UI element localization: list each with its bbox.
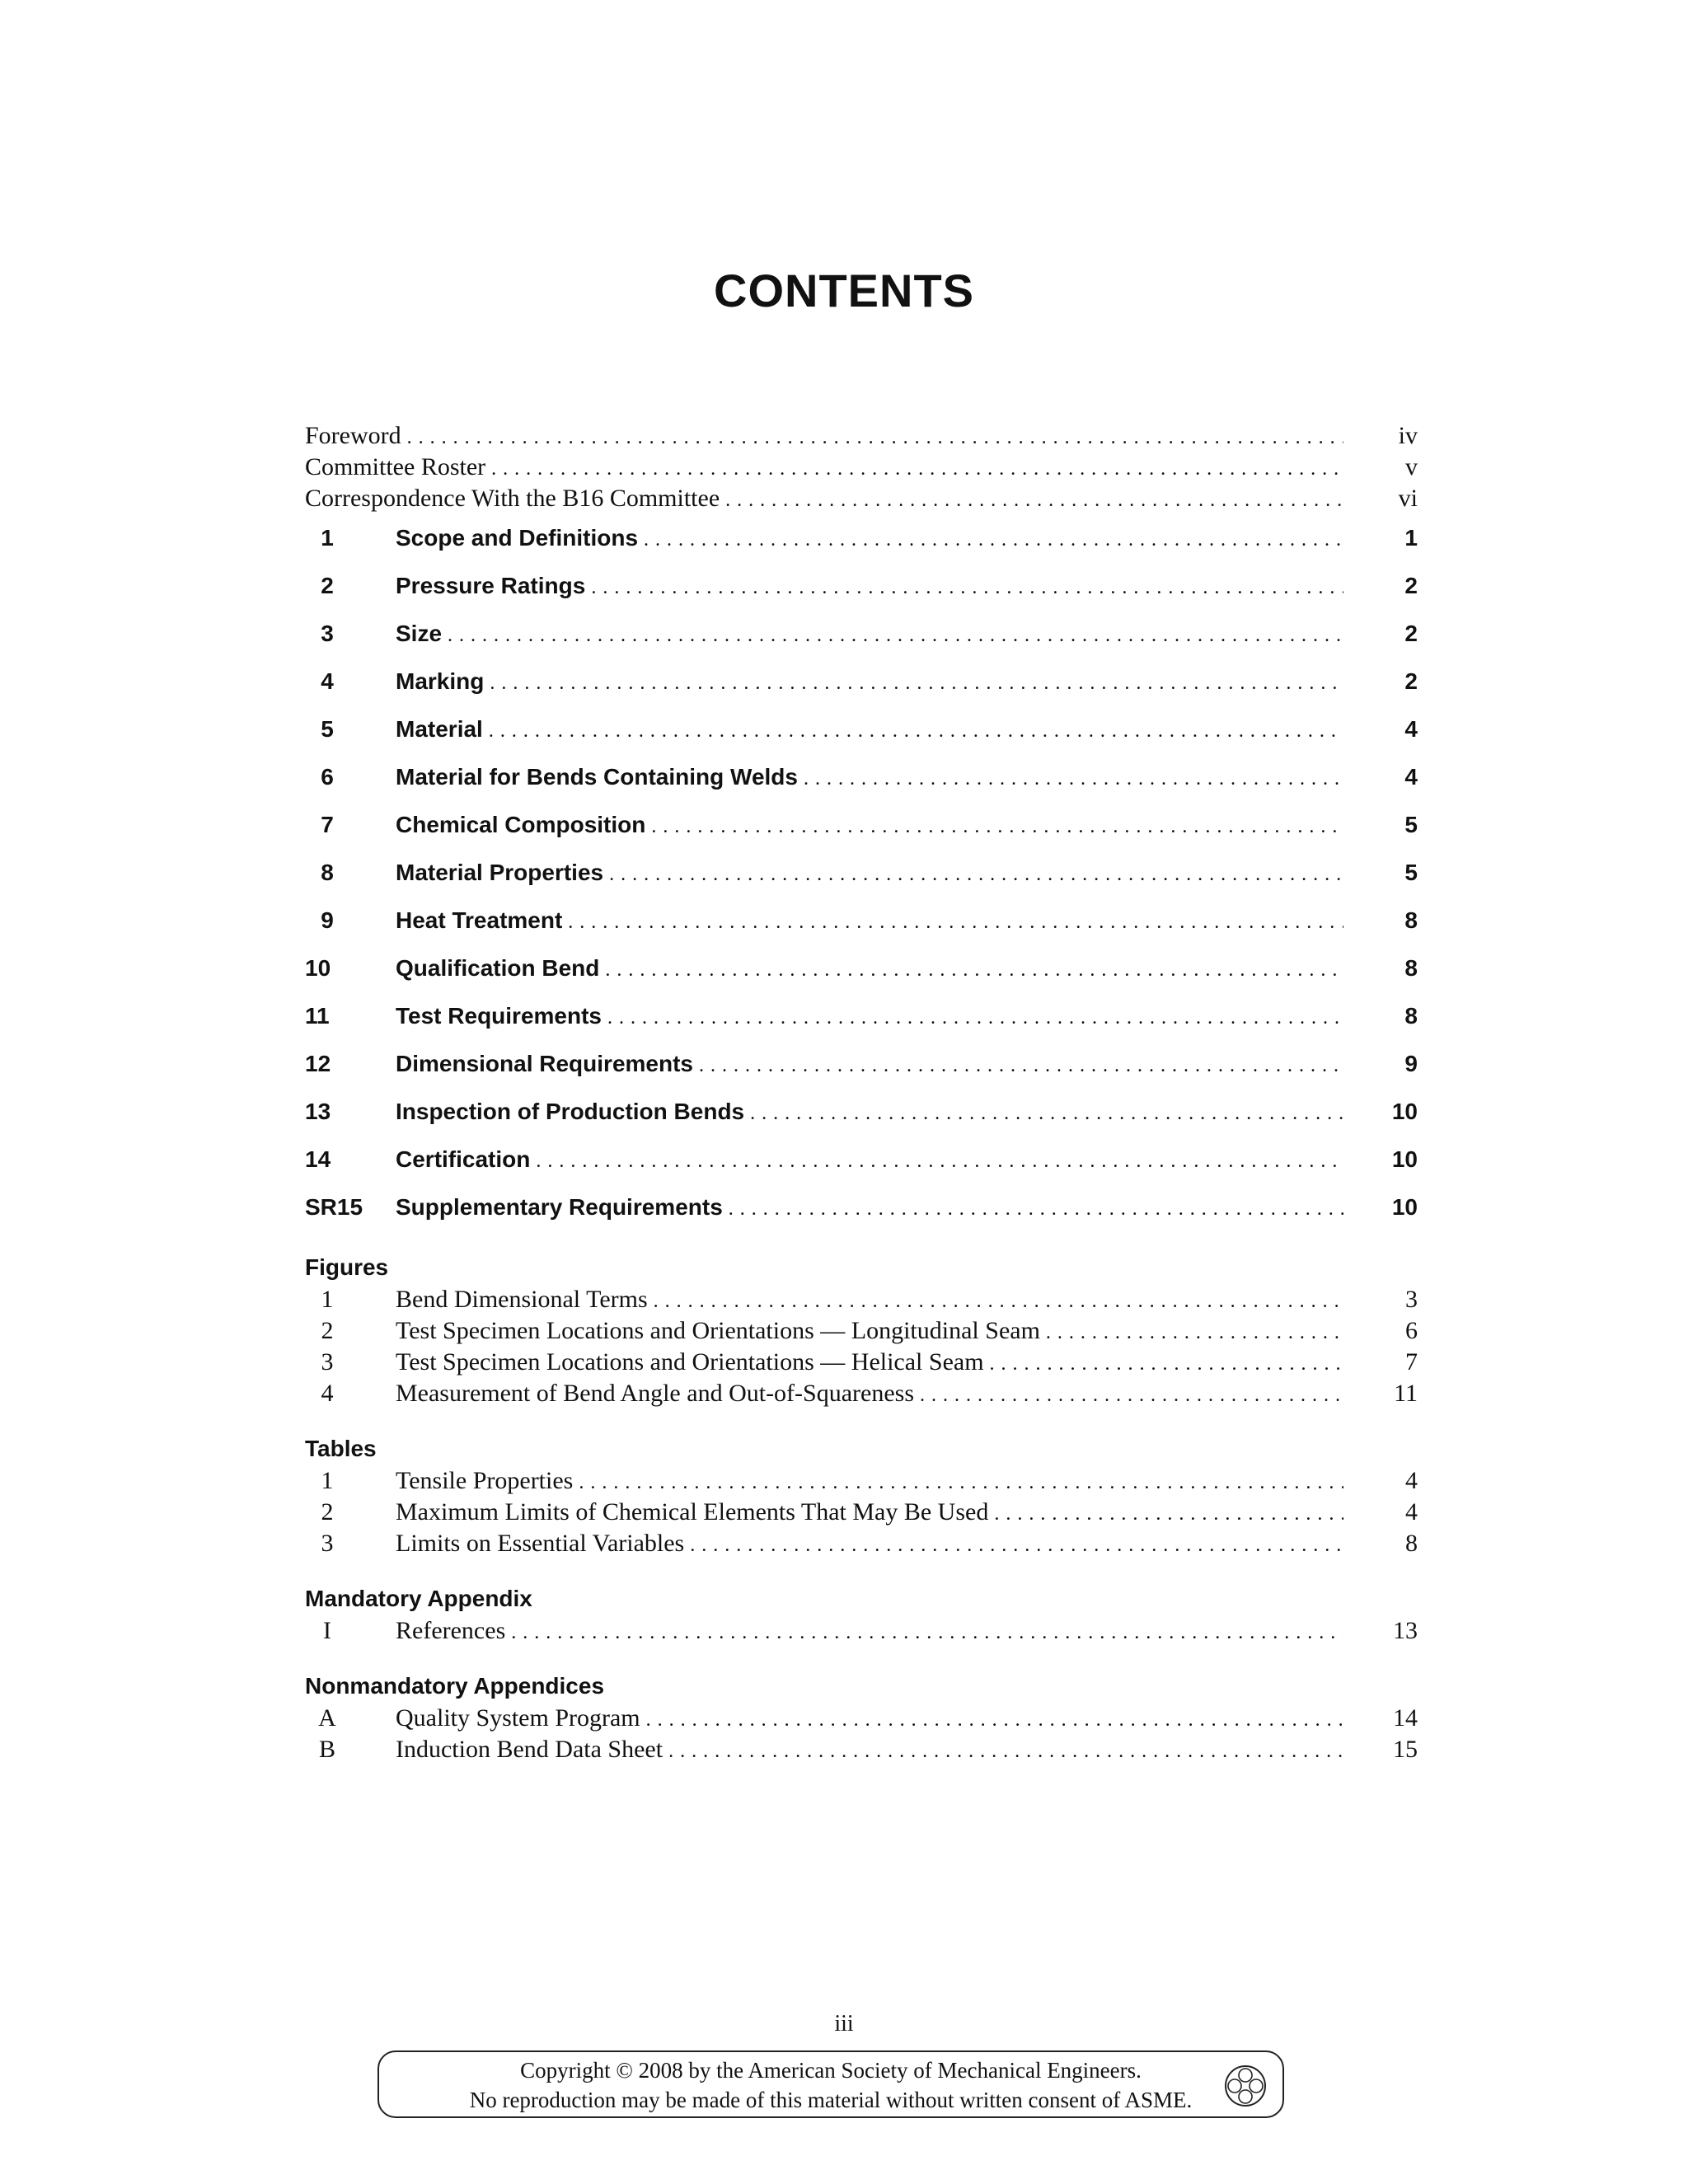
entry-title: Foreword <box>305 422 401 449</box>
page-title: CONTENTS <box>714 265 974 316</box>
entry-number: 6 <box>321 764 334 790</box>
entry-page-number: 8 <box>1404 955 1418 981</box>
toc-entry <box>305 753 1418 801</box>
toc-entry <box>305 992 1418 1040</box>
toc-entry <box>305 1347 1418 1378</box>
dot-leader <box>396 849 1343 898</box>
dot-leader <box>396 1615 1343 1648</box>
entry-title: Dimensional Requirements <box>396 1051 693 1076</box>
entry-number: 9 <box>321 907 334 933</box>
entry-title: Scope and Definitions <box>396 525 639 551</box>
toc-entry <box>305 1315 1418 1347</box>
dot-leader <box>396 1347 1343 1380</box>
dot-leader <box>396 1315 1343 1348</box>
entry-title: Maximum Limits of Chemical Elements That May Be Used <box>396 1498 989 1526</box>
group-spacer <box>305 1231 1418 1243</box>
entry-page-number: 10 <box>1391 1194 1418 1220</box>
toc-entry <box>305 849 1418 897</box>
entry-page-number: iv <box>1398 422 1418 449</box>
toc-entry <box>305 801 1418 849</box>
entry-title: References <box>396 1617 506 1644</box>
entry-page-number: 4 <box>1405 1498 1418 1526</box>
entry-page-number: vi <box>1398 485 1418 512</box>
dot-leader <box>396 1378 1343 1411</box>
entry-number: 8 <box>321 860 334 885</box>
entry-number: 1 <box>321 525 334 551</box>
entry-number: 7 <box>321 812 334 837</box>
toc-entry <box>305 483 1418 514</box>
group-spacer <box>305 1647 1418 1661</box>
group-heading-nonmandatory-appendices: Nonmandatory Appendices <box>305 1673 605 1699</box>
entry-number: 5 <box>321 716 334 742</box>
group-heading-figures: Figures <box>305 1254 389 1280</box>
toc-entry <box>305 1734 1418 1765</box>
dot-leader <box>396 1284 1343 1317</box>
copyright-line-2: No reproduction may be made of this material without written consent of ASME. <box>469 2088 1193 2112</box>
entry-page-number: 10 <box>1391 1099 1418 1124</box>
entry-title: Tensile Properties <box>396 1467 574 1494</box>
group-heading-tables: Tables <box>305 1436 377 1461</box>
dot-leader <box>396 1497 1343 1530</box>
toc-entry <box>305 1088 1418 1136</box>
entry-page-number: 5 <box>1404 860 1418 885</box>
toc-entry <box>305 1136 1418 1183</box>
dot-leader <box>396 1183 1343 1233</box>
entry-page-number: 4 <box>1404 716 1418 742</box>
entry-number: 1 <box>321 1286 334 1313</box>
entry-number: 1 <box>321 1467 334 1494</box>
entry-title: Test Specimen Locations and Orientations — Longitudinal Seam <box>396 1317 1040 1344</box>
dot-leader <box>396 1528 1343 1561</box>
entry-page-number: 2 <box>1404 573 1418 598</box>
entry-number: 2 <box>321 573 334 598</box>
toc-entry <box>305 562 1418 610</box>
entry-page-number: 2 <box>1404 621 1418 646</box>
entry-number: 4 <box>321 668 334 694</box>
dot-leader <box>396 1465 1343 1498</box>
toc-entry <box>305 705 1418 753</box>
entry-title: Marking <box>396 668 485 694</box>
entry-number: 10 <box>305 955 331 981</box>
entry-title: Pressure Ratings <box>396 573 586 598</box>
dot-leader <box>305 483 1343 516</box>
toc-entry <box>305 610 1418 658</box>
entry-page-number: 14 <box>1393 1704 1418 1732</box>
entry-title: Certification <box>396 1146 531 1172</box>
group-heading-mandatory-appendix: Mandatory Appendix <box>305 1586 532 1611</box>
entry-page-number: 15 <box>1393 1736 1418 1763</box>
entry-number: A <box>318 1704 336 1732</box>
entry-number: 4 <box>321 1380 334 1407</box>
copyright-line-1: Copyright © 2008 by the American Society of Mechanical Engineers. <box>520 2058 1142 2083</box>
entry-page-number: 8 <box>1405 1530 1418 1557</box>
dot-leader <box>396 1136 1343 1185</box>
dot-leader <box>396 514 1343 564</box>
entry-number: 12 <box>305 1051 331 1076</box>
page-folio: iii <box>834 2011 854 2036</box>
entry-title: Material Properties <box>396 860 604 885</box>
entry-title: Qualification Bend <box>396 955 600 981</box>
entry-number: 14 <box>305 1146 331 1172</box>
dot-leader <box>396 1040 1343 1090</box>
copyright-notice <box>377 2050 1284 2118</box>
dot-leader <box>396 562 1343 612</box>
entry-number: 2 <box>321 1498 334 1526</box>
entry-title: Inspection of Production Bends <box>396 1099 745 1124</box>
entry-title: Correspondence With the B16 Committee <box>305 485 720 512</box>
toc-entry <box>305 1528 1418 1559</box>
dot-leader <box>396 753 1343 803</box>
toc-entry <box>305 1183 1418 1231</box>
group-spacer <box>305 1409 1418 1424</box>
entry-page-number: 2 <box>1404 668 1418 694</box>
toc-entry <box>305 1465 1418 1497</box>
dot-leader <box>396 992 1343 1042</box>
entry-number: 2 <box>321 1317 334 1344</box>
entry-number: B <box>318 1736 335 1763</box>
entry-page-number: 8 <box>1404 907 1418 933</box>
entry-page-number: 4 <box>1404 764 1418 790</box>
toc-entry <box>305 452 1418 483</box>
entry-number: 3 <box>321 1348 334 1376</box>
dot-leader <box>396 944 1343 994</box>
entry-title: Limits on Essential Variables <box>396 1530 685 1557</box>
entry-page-number: 10 <box>1391 1146 1418 1172</box>
toc-entry <box>305 1040 1418 1088</box>
group-spacer <box>305 1559 1418 1574</box>
entry-title: Material <box>396 716 483 742</box>
dot-leader <box>396 610 1343 659</box>
entry-page-number: 3 <box>1405 1286 1418 1313</box>
entry-number: 3 <box>321 1530 334 1557</box>
entry-page-number: 11 <box>1394 1380 1418 1407</box>
entry-page-number: 4 <box>1405 1467 1418 1494</box>
dot-leader <box>396 1734 1343 1767</box>
entry-title: Committee Roster <box>305 453 486 480</box>
entry-title: Heat Treatment <box>396 907 563 933</box>
entry-title: Chemical Composition <box>396 812 646 837</box>
toc-entry <box>305 1615 1418 1647</box>
entry-page-number: 6 <box>1405 1317 1418 1344</box>
toc-entry <box>305 1703 1418 1734</box>
entry-title: Bend Dimensional Terms <box>396 1286 648 1313</box>
toc-entry <box>305 514 1418 562</box>
entry-number: 11 <box>305 1003 330 1029</box>
entry-number: I <box>323 1617 331 1644</box>
entry-page-number: v <box>1405 453 1418 480</box>
dot-leader <box>396 1088 1343 1137</box>
dot-leader <box>305 452 1343 485</box>
entry-page-number: 5 <box>1404 812 1418 837</box>
entry-title: Quality System Program <box>396 1704 640 1732</box>
toc-entry <box>305 944 1418 992</box>
toc-entry <box>305 420 1418 452</box>
entry-title: Measurement of Bend Angle and Out-of-Squareness <box>396 1380 915 1407</box>
entry-number: 13 <box>305 1099 331 1124</box>
dot-leader <box>396 897 1343 946</box>
dot-leader <box>396 658 1343 707</box>
entry-title: Supplementary Requirements <box>396 1194 723 1220</box>
entry-title: Size <box>396 621 443 646</box>
entry-page-number: 9 <box>1404 1051 1418 1076</box>
entry-title: Material for Bends Containing Welds <box>396 764 798 790</box>
entry-title: Test Requirements <box>396 1003 602 1029</box>
entry-number: 3 <box>321 621 334 646</box>
entry-number: SR15 <box>305 1194 363 1220</box>
entry-page-number: 1 <box>1404 525 1418 551</box>
dot-leader <box>396 1703 1343 1736</box>
table-of-contents <box>305 420 1418 1765</box>
dot-leader <box>305 420 1343 453</box>
dot-leader <box>396 705 1343 755</box>
toc-entry <box>305 897 1418 944</box>
toc-entry <box>305 1497 1418 1528</box>
toc-entry <box>305 1284 1418 1315</box>
entry-title: Induction Bend Data Sheet <box>396 1736 663 1763</box>
toc-entry <box>305 1378 1418 1409</box>
asme-seal-icon <box>1223 2064 1268 2108</box>
entry-page-number: 8 <box>1404 1003 1418 1029</box>
entry-page-number: 13 <box>1393 1617 1418 1644</box>
toc-entry <box>305 658 1418 705</box>
entry-page-number: 7 <box>1405 1348 1418 1376</box>
entry-title: Test Specimen Locations and Orientations — Helical Seam <box>396 1348 984 1376</box>
dot-leader <box>396 801 1343 851</box>
